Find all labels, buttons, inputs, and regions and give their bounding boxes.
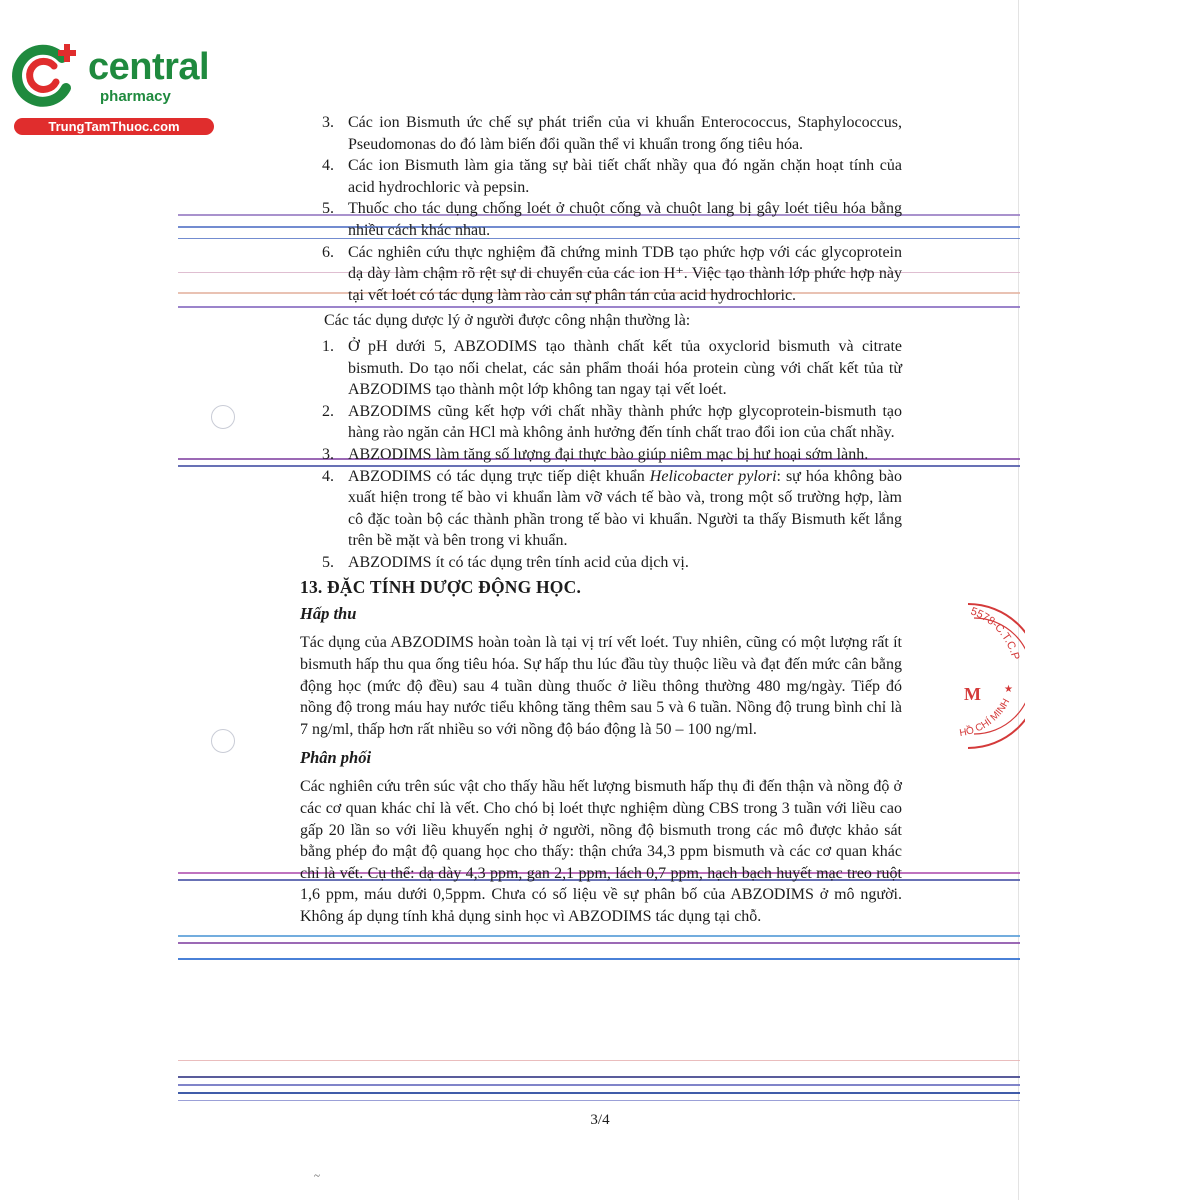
- list-text: ABZODIMS ít có tác dụng trên tính acid của dịch vị.: [348, 553, 689, 571]
- list-text: Thuốc cho tác dụng chống loét ở chuột cống và chuột lang bị gây loét tiêu hóa bằng nhiều cách khác nhau.: [348, 200, 902, 239]
- list-item: [300, 155, 902, 198]
- distribution-heading: Phân phối: [300, 748, 372, 768]
- section-heading: 13. ĐẶC TÍNH DƯỢC ĐỘNG HỌC.: [300, 577, 582, 598]
- list-text: ABZODIMS làm tăng số lượng đại thực bào giúp niêm mạc bị hư hoại sớm lành.: [348, 445, 869, 463]
- binder-hole: [211, 405, 235, 429]
- list-number: 4.: [322, 467, 334, 485]
- stamp-star-icon: ★: [1004, 684, 1013, 695]
- stamp-top-text: 5578-C.T.C.P: [968, 605, 1022, 662]
- scan-line: [178, 1076, 1020, 1078]
- list-number: 4.: [322, 157, 334, 175]
- scan-line: [178, 958, 1020, 960]
- list-text: Các ion Bismuth làm gia tăng sự bài tiết chất nhầy qua đó ngăn chặn hoạt tính của acid hydrochloric và pepsin.: [348, 157, 902, 196]
- scan-line: [178, 1060, 1020, 1061]
- pharmacy-logo[interactable]: [10, 40, 220, 136]
- logo-subtitle: pharmacy: [100, 88, 171, 105]
- list-number: 3.: [322, 114, 334, 131]
- absorption-paragraph: Tác dụng của ABZODIMS hoàn toàn là tại vị trí vết loét. Tuy nhiên, cũng có một lượng rất ít bismuth hấp thu qua ống tiêu hóa. Sự hấp thu lúc đầu tùy thuộc liều và đạt đến mức cân bằng động học (mức độ đều) sau 4 tuần dùng thuốc ở liều thông thường 480 mg/ngày. Tiếp đó nồng độ trong máu hay nước tiểu không tăng thêm sau 5 và 6 tuần. Nồng độ trung bình chỉ là 7 ng/ml, thấp hơn rất nhiều so với nồng độ báo động là 50 – 100 ng/ml.: [300, 634, 902, 738]
- list-human-effects: [300, 336, 902, 574]
- list-item: [300, 242, 902, 307]
- list-item: [300, 466, 902, 552]
- absorption-heading: Hấp thu: [300, 604, 357, 624]
- stamp-bottom-text: HỒ CHÍ MINH: [958, 697, 1013, 740]
- scan-line: [178, 942, 1020, 944]
- scan-line: [178, 1084, 1020, 1086]
- list-number: 5.: [322, 553, 334, 571]
- distribution-paragraph: Các nghiên cứu trên súc vật cho thấy hầu hết lượng bismuth hấp thụ đi đến thận và nồng độ ở các cơ quan khác chỉ là vết. Cho chó bị loét thực nghiệm dùng CBS trong 3 tuần với liều cao gấp 20 lần so với liều khuyến nghị ở người, nồng độ bismuth trong các mô được khảo sát bằng phép đo mật độ quang học cho thấy: thận chứa 34,3 ppm bismuth và các cơ quan khác chỉ là vết. Cụ thể: dạ dày 4,3 ppm, gan 2,1 ppm, lách 0,7 ppm, hạch bạch huyết mạc treo ruột 1,6 ppm, máu dưới 0,5ppm. Chưa có số liệu về sự phân bố của ABZODIMS ở mô người. Không áp dụng tính khả dụng sinh học vì ABZODIMS tác dụng tại chỗ.: [300, 778, 902, 925]
- list-item: [300, 336, 902, 401]
- list-text: ABZODIMS có tác dụng trực tiếp diệt khuẩn: [348, 467, 650, 485]
- logo-website: TrungTamThuoc.com: [14, 118, 214, 135]
- list-number: 5.: [322, 200, 334, 218]
- list-text: Các nghiên cứu thực nghiệm đã chứng minh TDB tạo phức hợp với các glycoprotein dạ dày làm chậm rõ rệt sự di chuyển của các ion H⁺. Việc tạo thành lớp phức hợp này tại vết loét có tác dụng làm rào cản sự phân tán của acid hydrochloric.: [348, 243, 902, 304]
- logo-c-icon: [10, 40, 82, 112]
- list-item: [300, 401, 902, 444]
- list-item: [300, 552, 902, 574]
- binder-hole: [211, 729, 235, 753]
- list-number: 6.: [322, 243, 334, 261]
- list-item: [300, 444, 902, 466]
- red-seal-stamp: [930, 596, 1025, 756]
- scan-line: [178, 1100, 1020, 1101]
- list-text: Các ion Bismuth ức chế sự phát triển của vi khuẩn Enterococcus, Staphylococcus, Pseudomonas do đó làm biến đổi quần thể vi khuẩn trong ống tiêu hóa.: [348, 114, 902, 153]
- list-text: Ở pH dưới 5, ABZODIMS tạo thành chất kết tủa oxyclorid bismuth và citrate bismuth. Do tạo nối chelat, các sản phẩm thoái hóa protein cùng với chất kết tủa từ ABZODIMS tạo thành một lớp không tan ngay tại vết loét.: [348, 337, 902, 399]
- list-number: 1.: [322, 337, 334, 355]
- list-text: ABZODIMS cũng kết hợp với chất nhầy thành phức hợp glycoprotein-bismuth tạo hàng rào ngăn cản HCl mà không ảnh hưởng đến tính chất trao đổi ion của chất nhầy.: [348, 402, 902, 442]
- list-item: [300, 112, 902, 155]
- footer-mark: ~: [314, 1170, 320, 1182]
- document-body: [300, 112, 902, 936]
- page-number: 3/4: [590, 1112, 610, 1128]
- scan-line: [178, 1092, 1020, 1094]
- stamp-letter: M: [964, 684, 981, 704]
- human-effects-intro: Các tác dụng dược lý ở người được công nhận thường là:: [324, 312, 691, 330]
- list-number: 2.: [322, 402, 334, 420]
- list-item: [300, 198, 902, 241]
- bacteria-name: Helicobacter pylori: [649, 467, 777, 485]
- list-text: : sự hóa không bào xuất hiện trong tế bào vi khuẩn làm vỡ vách tế bào và, trong một số trường hợp, làm cô đặc toàn bộ các thành phần trong tế bào vi khuẩn. Người ta thấy Bismuth kết lắng trên bề mặt và bên trong vi khuẩn.: [348, 467, 903, 550]
- list-animal-effects: [300, 112, 902, 306]
- logo-brand: central: [88, 46, 210, 88]
- list-number: 3.: [322, 445, 334, 463]
